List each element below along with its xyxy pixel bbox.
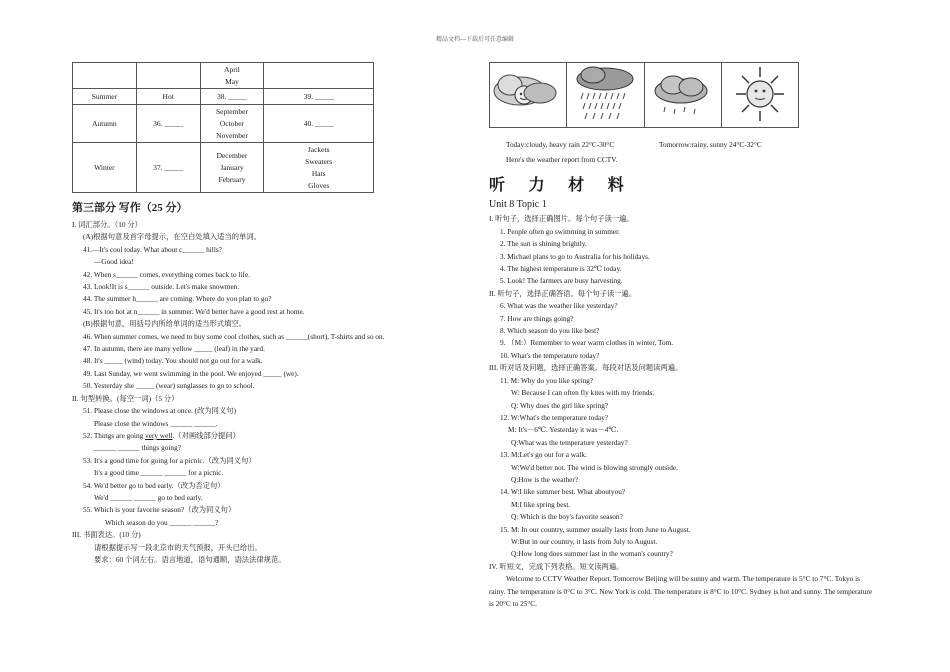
part-heading: III. 书面表达。(10 分) [72,530,141,540]
question-line: 41.—It's cool today. What about c______ hills? [83,244,222,254]
question-line: 48. It's _____ (wind) today. You should not go out for a walk. [83,356,263,366]
season-cell [73,63,137,89]
clothing-item: Jackets [307,144,330,154]
part-heading: IV. 听短文，完成下列表格。短文读两遍。 [489,561,624,571]
script-line: 10. What's the temperature today? [500,350,600,360]
season-cell: Winter [73,143,137,193]
script-line: 5. Look! The farmers are busy harvesting. [500,276,623,286]
weather-picture-rainy [645,63,722,127]
clothing-item: Gloves [308,180,330,190]
question-line: —Good idea! [94,257,134,267]
month: May [225,76,239,86]
sun-icon [722,63,798,127]
season-cell: Autumn [73,105,137,143]
script-line: W:But in our country, it lasts from July to August. [511,536,658,546]
unit-title: Unit 8 Topic 1 [489,199,547,211]
question-line: 50. Yesterday she _____ (wear) sunglasses to go to school. [83,381,255,391]
question-line: 49. Last Sunday, we went swimming in the pool. We enjoyed _____ (we). [83,368,299,378]
script-line: M: It's－6℃. Yesterday it was－4℃. [508,425,619,435]
month: September [215,106,249,116]
part-heading: III. 听对话及问题，选择正确答案。每段对话及问题读两遍。 [489,363,683,373]
weather-report-paragraph: Welcome to CCTV Weather Report. Tomorrow Beijing will be sunny and warm. The temperature is 5°C to 7°C. Tokyo is rainy. The temperature is 0°C to 3°C. New York is cold. The temperature is 8°C to 10°C. Sydney is hot and sunny. The temperature is 20°C to 25°C. [489,574,873,608]
question-line: 45. It's too hot at n______ in summer. We'd better have a good rest at home. [83,306,305,316]
tomorrow-caption: Tomorrow:rainy, sunny 24°C-32°C [659,140,762,149]
script-line: 11. M: Why do you like spring? [500,375,594,385]
question-line [72,430,374,442]
question-instruction: .（对画线部分提问） [172,430,240,440]
answer-line: We'd ______ ______ go to bed early. [94,492,203,502]
script-line: 3. Michael plans to go to Australia for his holidays. [500,251,650,261]
month: November [216,130,248,140]
question-line: 54. We'd better go to bed early.（改为否定句） [83,480,225,490]
months-cell [200,63,264,89]
month: December [216,150,248,160]
weather-captions [489,140,879,154]
clothes-cell [264,63,374,89]
part-heading: I. 词汇部分。（10 分） [72,220,142,229]
part-heading: II. 听句子，选择正确答语。每个句子读一遍。 [489,288,637,298]
answer-line: Which season do you ______ ______? [105,517,219,527]
script-line: 1. People often go swimming in summer. [500,226,620,236]
answer-line: Please close the windows ______ ______. [94,418,218,428]
months-cell [200,105,264,143]
cloud-sun-icon [490,63,562,127]
script-line: W: Because I can often fly kites with my friends. [511,388,655,398]
season-cell: Summer [73,89,137,105]
question-text: 52. Things are going [83,430,146,440]
month: October [219,118,245,128]
script-line: 2. The sun is shining brightly. [500,239,587,249]
question-line: 47. In autumn, there are many yellow _____ (leaf) in the yard. [83,344,265,354]
month: April [224,64,240,74]
month: February [218,174,246,184]
part-heading: II. 句型转换。(每空一词)（5 分） [72,393,179,403]
script-line: 4. The highest temperature is 32℃ today. [500,264,622,274]
season-table [72,62,374,193]
months-cell: 38. _____ [200,89,264,105]
question-line: 55. Which is your favorite season?（改为同义句） [83,505,236,515]
question-line: 43. Look!It is s______ outside. Let's make snowmen. [83,282,240,292]
script-line: 9. （M:）Remember to wear warm clothes in winter, Tom. [500,338,674,348]
script-line: M:I like spring best. [511,499,571,509]
script-line: Q:How is the weather? [511,474,579,484]
script-line: 8. Which season do you like best? [500,326,600,336]
script-line: Q:What was the temperature yesterday? [511,437,628,447]
weather-pictures [489,62,799,128]
weather-picture-cloudy [490,63,567,127]
question-line: 44. The summer h______ are coming. Where do you plan to go? [83,294,272,304]
question-line: 53. It's a good time for going for a picnic.（改为同义句） [83,455,256,465]
answer-line: It's a good time ______ ______ for a picnic. [94,468,224,478]
weather-picture-heavy-rain [567,63,644,127]
script-line: 13. M:Let's go out for a walk. [500,450,587,460]
sub-heading: (B)根据句意，用括号内所给单词的适当形式填空。 [83,319,246,329]
right-column [489,62,879,610]
temp-cell: 37. _____ [136,143,200,193]
script-line: 14. W:I like summer best. What aboutyou? [500,487,626,497]
table-row [73,143,374,193]
weather-intro: Here's the weather report from CCTV. [506,155,618,164]
instruction-line: 要求：60 个词左右。语言地道，语句通顺，语法法律规范。 [94,554,286,564]
rain-cloud-icon [645,63,721,127]
part-heading: I. 听句子，选择正确图片。每个句子读一遍。 [489,214,634,224]
table-row [73,63,374,89]
section-title: 第三部分 写作（25 分） [72,202,188,214]
today-caption: Today:cloudy, heavy rain 22°C-30°C [506,140,615,149]
question-line: 51. Please close the windows at once. (改为同义句) [83,406,236,416]
clothing-item: Sweaters [305,156,333,166]
script-line: Q: Why does the girl like spring? [511,400,609,410]
instruction-line: 请根据提示写一段北京市的天气预报，开头已给出。 [94,542,262,552]
clothes-cell [264,143,374,193]
script-line: Q: Which is the boy's favorite season? [511,512,623,522]
answer-line: ______ ______ things going? [94,443,181,453]
temp-cell: Hot [136,89,200,105]
heavy-rain-icon [567,63,643,127]
sub-heading: (A)根据句意及首字母提示，在空白处填入适当的单词。 [83,232,261,242]
script-line: W:We'd better not. The wind is blowing strongly outside. [511,462,678,472]
temp-cell [136,63,200,89]
script-line: 15. M: In our country, summer usually lasts from June to August. [500,524,691,534]
table-row [73,105,374,143]
clothing-item: Hats [311,168,326,178]
underlined-phrase: very well [145,430,173,440]
table-row [73,89,374,105]
month: January [220,162,244,172]
clothes-cell: 39. _____ [264,89,374,105]
question-line: 46. When summer comes, we need to buy some cool clothes, such as ______(short), T-shirts and so on. [83,331,385,341]
temp-cell: 36. _____ [136,105,200,143]
script-line: Q:How long does summer last in the woman's country? [511,549,673,559]
left-column [72,62,385,566]
listening-title: 听 力 材 料 [489,175,633,195]
question-line: 42. When s______ comes, everything comes back to life. [83,269,251,279]
months-cell [200,143,264,193]
script-line: 6. What was the weather like yesterday? [500,301,618,311]
weather-picture-sunny [722,63,798,127]
page-header: 精品文档---下载后可任意编辑 [436,37,514,43]
clothes-cell: 40. _____ [264,105,374,143]
script-line: 12. W:What's the temperature today? [500,412,609,422]
script-line: 7. How are things going? [500,313,574,323]
